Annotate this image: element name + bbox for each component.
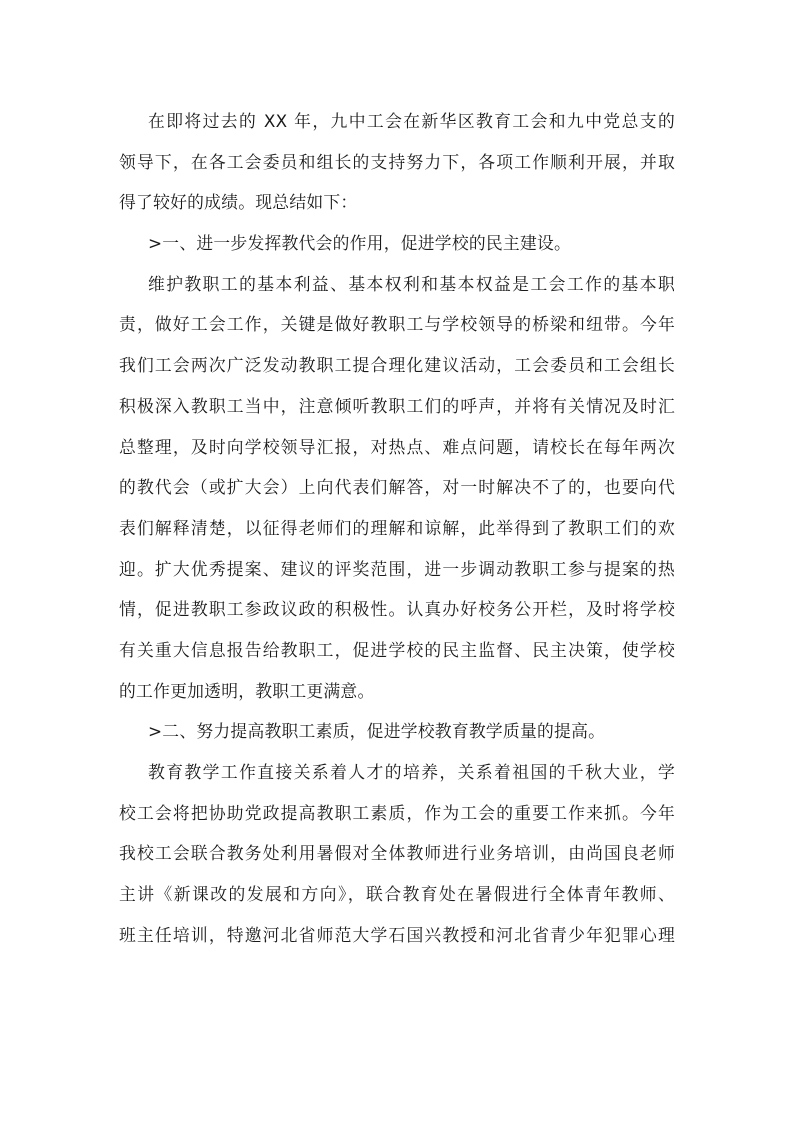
text-line: 积极深入教职工当中，注意倾听教职工们的呼声，并将有关情况及时汇: [119, 395, 675, 416]
text-line: 在即将过去的 XX 年，九中工会在新华区教育工会和九中党总支的: [148, 111, 675, 131]
text-line: 班主任培训，特邀河北省师范大学石国兴教授和河北省青少年犯罪心理: [119, 924, 675, 945]
text-line: 维护教职工的基本利益、基本权利和基本权益是工会工作的基本职: [148, 273, 675, 294]
text-line: 表们解释清楚，以征得老师们的理解和谅解，此举得到了教职工们的欢: [119, 517, 675, 538]
section-heading-1: >一、进一步发挥教代会的作用，促进学校的民主建设。: [148, 233, 572, 254]
text-line: 的教代会（或扩大会）上向代表们解答，对一时解决不了的，也要向代: [119, 477, 675, 498]
text-line: 的工作更加透明，教职工更满意。: [119, 680, 375, 701]
text-line: 情，促进教职工参政议政的积极性。认真办好校务公开栏，及时将学校: [119, 599, 675, 620]
text-line: 领导下，在各工会委员和组长的支持努力下，各项工作顺利开展，并取: [119, 151, 675, 172]
text-line: 得了较好的成绩。现总结如下：: [119, 192, 358, 213]
document-body: [119, 101, 675, 955]
text-line: 责，做好工会工作，关键是做好教职工与学校领导的桥梁和纽带。今年: [119, 314, 675, 335]
text-line: 校工会将把协助党政提高教职工素质，作为工会的重要工作来抓。今年: [119, 802, 675, 823]
section-heading-2: >二、努力提高教职工素质，促进学校教育教学质量的提高。: [148, 721, 606, 742]
text-line: 有关重大信息报告给教职工，促进学校的民主监督、民主决策，使学校: [119, 639, 675, 660]
text-line: 迎。扩大优秀提案、建议的评奖范围，进一步调动教职工参与提案的热: [119, 558, 675, 579]
text-line: 我们工会两次广泛发动教职工提合理化建议活动，工会委员和工会组长: [119, 355, 675, 376]
text-line: 主讲《新课改的发展和方向》，联合教育处在暑假进行全体青年教师、: [119, 884, 675, 905]
text-line: 教育教学工作直接关系着人才的培养，关系着祖国的千秋大业，学: [148, 762, 675, 782]
text-line: 总整理，及时向学校领导汇报，对热点、难点问题，请校长在每年两次: [119, 436, 675, 457]
text-line: 我校工会联合教务处利用暑假对全体教师进行业务培训，由尚国良老师: [119, 843, 675, 864]
